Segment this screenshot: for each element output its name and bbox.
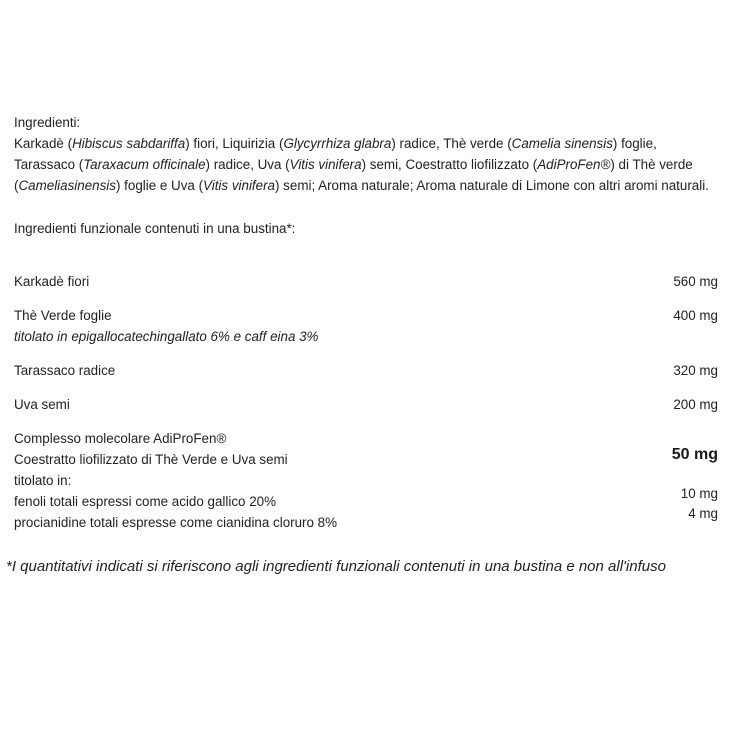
ingredient-text-segment: ) foglie, Tarassaco ( <box>14 136 657 172</box>
ingredients-section <box>14 112 718 239</box>
ingredient-latin-name: Camelia sinensis <box>511 136 613 151</box>
row-label: Tarassaco radice <box>14 363 116 378</box>
ingredients-heading: Ingredienti: <box>14 115 81 130</box>
row-adiprofen <box>14 428 718 538</box>
ingredient-text-segment: ) di Thè verde ( <box>14 157 693 193</box>
ingredient-text-segment: ) semi; Aroma naturale; Aroma naturale di Limone con altri aromi naturali. <box>275 178 709 193</box>
row-the-verde <box>14 305 718 347</box>
row-tarassaco <box>14 360 718 381</box>
row-label: Karkadè fiori <box>14 274 90 289</box>
phenols-amount: 10 mg <box>680 486 718 501</box>
ingredient-latin-name: Cameliasinensis <box>18 178 116 193</box>
procyanidins-amount: 4 mg <box>688 506 718 521</box>
ingredient-text-segment: ) radice, Thè verde ( <box>391 136 512 151</box>
ingredient-latin-name: AdiProFen® <box>537 157 611 172</box>
ingredients-text <box>14 133 718 196</box>
ingredient-text-segment: Karkadè ( <box>14 136 73 151</box>
ingredient-latin-name: Vitis vinifera <box>203 178 275 193</box>
ingredient-latin-name: Hibiscus sabdariffa <box>72 136 186 151</box>
ingredient-text-segment: ) fiori, Liquirizia ( <box>185 136 284 151</box>
complex-title: Complesso molecolare AdiProFen® <box>14 431 227 446</box>
ingredient-text-segment: ) foglie e Uva ( <box>115 178 204 193</box>
row-label: Uva semi <box>14 397 70 412</box>
row-karkade <box>14 271 718 292</box>
ingredient-text-segment: ) semi, Coestratto liofilizzato ( <box>361 157 538 172</box>
complex-description: Coestratto liofilizzato di Thè Verde e Uva semi <box>14 452 288 467</box>
row-sub: titolato in epigallocatechingallato 6% e caff eina 3% <box>14 329 319 344</box>
ingredient-latin-name: Glycyrrhiza glabra <box>283 136 392 151</box>
row-amount: 320 mg <box>673 363 718 378</box>
complex-titration: titolato in: <box>14 473 72 488</box>
row-amount: 200 mg <box>673 397 718 412</box>
footnote: *I quantitativi indicati si riferiscono agli ingredienti funzionali contenuti in una bustina e non all'infuso <box>6 558 666 575</box>
complex-amount: 50 mg <box>671 446 718 463</box>
ingredient-text-segment: ) radice, Uva ( <box>205 157 290 172</box>
complex-procyanidins: procianidine totali espresse come cianidina cloruro 8% <box>14 515 338 530</box>
ingredient-latin-name: Vitis vinifera <box>289 157 362 172</box>
row-amount: 560 mg <box>673 274 718 289</box>
row-uva <box>14 394 718 415</box>
functional-heading: Ingredienti funzionale contenuti in una bustina*: <box>14 221 296 236</box>
ingredient-latin-name: Taraxacum officinale <box>83 157 206 172</box>
row-amount: 400 mg <box>673 308 718 323</box>
complex-phenols: fenoli totali espressi come acido gallico 20% <box>14 494 277 509</box>
row-label: Thè Verde foglie <box>14 308 112 323</box>
